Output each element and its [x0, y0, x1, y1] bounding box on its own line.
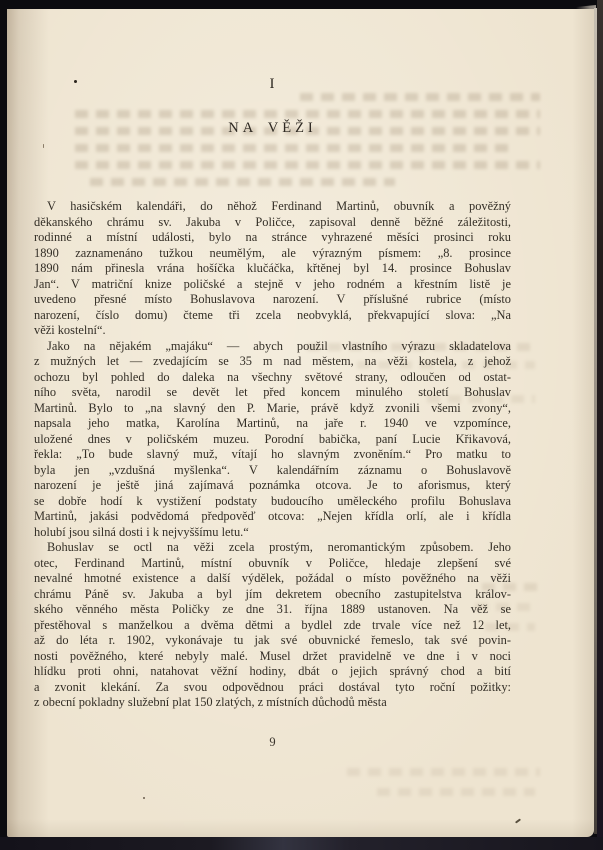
text-line: nevalné hmotné existence a další výdělek, požádal o místo pověžného na věži — [34, 571, 511, 585]
text-line: nosti pověžného, které nebyly malé. Musel držet pravidelně ve dne i v noci — [34, 648, 511, 663]
text-line: 1890 zaznamenáno tužkou neumělým, ale výrazným písmem: „8. prosince — [34, 245, 511, 260]
photo-border-right — [597, 0, 603, 850]
text-line: z obecní pokladny služební plat 150 zlatých, z místních důchodů města — [34, 695, 387, 709]
text-line: Bohuslav se octl na věži zcela prostým, neromantickým způsobem. Jeho — [47, 540, 511, 554]
text-line: ního světa, narodil se devět let před koncem minulého století Bohuslav — [34, 385, 511, 399]
chapter-number: I — [269, 76, 276, 92]
text-line: z mužných let — zvedajícím se 35 m nad městem, na věži kostela, z jehož — [34, 354, 511, 368]
text-line: Martinů. Bylo to „na slavný den P. Marie, právě když zvonili všemi zvony“, — [34, 400, 511, 415]
text-line: V hasičském kalendáři, do něhož Ferdinand Martinů, obuvník a pověžný — [47, 199, 511, 213]
text-line: přestěhoval s manželkou a dvěma dětmi a bydlel zde trvale více než 12 let, — [34, 617, 511, 632]
bleed-through-text — [300, 93, 540, 101]
text-line: Jako na nějakém „majáku“ — abych použil vlastního výrazu skladatelova — [47, 338, 511, 353]
bleed-through-text — [377, 788, 535, 796]
text-line: a zvonit klekání. Za svou odpovědnou práci dostával tyto roční požitky: — [34, 679, 511, 694]
paper-speck — [515, 818, 521, 823]
bleed-through-text — [90, 178, 395, 186]
text-line: Martinů, jakási podvědomá předpověď otcova: „Nejen křídla orlí, ale i křídla — [34, 509, 511, 523]
text-line: holubí jsou silná dosti i k nejvyššímu letu.“ — [34, 524, 249, 539]
text-line: ochozu byl pohled do daleka na všechny světové strany, odloučen od ostat- — [34, 369, 511, 384]
text-line: 1890 nám přinesla vrána hošíčka klučáčka, křtěnej byl 14. prosince Bohuslav — [34, 261, 511, 275]
chapter-title: NA VĚŽI — [228, 120, 317, 136]
text-line: uložené dnes v poličském muzeu. Porodní babička, paní Lucie Křikavová, — [34, 431, 511, 446]
book-page — [7, 9, 594, 837]
text-line: byla jen „vzdušná myšlenka“. V kalendářním záznamu o Bohuslavově — [34, 462, 511, 477]
bleed-through-text — [75, 110, 540, 118]
paper-speck — [143, 797, 145, 799]
paper-speck — [43, 144, 44, 148]
text-line: Jan“. V matriční knize poličské a stejně v jeho rodném a křestním listě je — [34, 276, 511, 291]
text-line: otec, Ferdinand Martinů, místní obuvník v Poličce, hledaje zlepšení své — [34, 555, 511, 570]
text-line: až do léta r. 1902, vykonávaje tu jak své obuvnické řemeslo, tak své povin- — [34, 633, 511, 647]
text-line: narození, číslo domu) čteme tři zcela neobvyklá, překvapující slova: „Na — [34, 307, 511, 322]
bleed-through-text — [75, 161, 540, 169]
bleed-through-text — [75, 144, 513, 152]
text-line: ského věnného města Poličky ze dne 31. října 1889 ustanoven. Na věž se — [34, 602, 511, 616]
text-line: napsala jeho matka, Karolína Martinů, na jaře r. 1940 ve vzpomínce, — [34, 416, 511, 430]
text-line: chrámu Páně sv. Jakuba a byl jím dekretem obecního zastupitelstva králov- — [34, 586, 511, 601]
text-line: řekla: „To bude slavný muž, vítají ho slavným zvoněním.“ Pro matku to — [34, 447, 511, 461]
body-text — [34, 199, 511, 711]
text-line: rodinné a místní události, bylo na stránce vyhrazené měsíci prosinci roku — [34, 230, 511, 244]
text-line: hlídku proti ohni, natahovat věžní hodiny, dbát o jejich správný chod a bití — [34, 664, 511, 678]
bleed-through-text — [347, 768, 540, 776]
text-line: uvedeno přesné místo Bohuslavova narození. V příslušné rubrice (místo — [34, 292, 511, 306]
photo-border-bottom — [0, 837, 603, 850]
text-line: děkanského chrámu sv. Jakuba v Poličce, zapisoval denně běžné záležitosti, — [34, 214, 511, 229]
text-line: věži kostelní“. — [34, 323, 106, 337]
page-number: 9 — [269, 735, 276, 749]
text-line: se dobře hodí k vystižení podstaty budoucího uměleckého profilu Bohuslava — [34, 493, 511, 508]
text-line: narození je ještě jiná zajímavá poznámka otcova. Je to aforismus, který — [34, 478, 511, 492]
